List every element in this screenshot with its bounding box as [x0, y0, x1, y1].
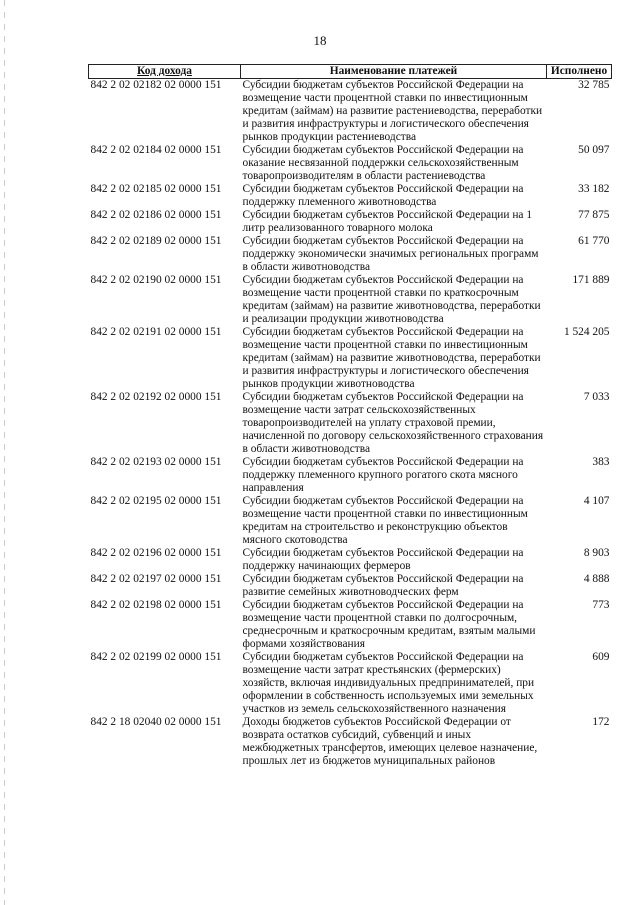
- page-number: 18: [313, 33, 327, 48]
- row-name: Субсидии бюджетам субъектов Российской Федерации на 1 литр реализованного товарного молока: [242, 209, 533, 234]
- row-sum: 32 785: [578, 79, 610, 91]
- row-name: Субсидии бюджетам субъектов Российской Федерации на возмещение части затрат крестьянских (фермерских) хозяйств, включая индивидуальных предпринимателей, при оформлении в собственность используемых ими земельных участков из земель сельскохозяйственного назначения: [242, 651, 535, 715]
- table-row: [89, 456, 612, 495]
- row-sum: 4 888: [583, 573, 610, 585]
- row-code: 842 2 02 02189 02 0000 151: [90, 235, 222, 247]
- row-sum: 8 903: [583, 547, 610, 559]
- row-name: Субсидии бюджетам субъектов Российской Федерации на возмещение части процентной ставки по краткосрочным кредитам (займам) на развитие животноводства, переработки и реализации продукции животноводства: [242, 274, 541, 325]
- row-name: Субсидии бюджетам субъектов Российской Федерации на возмещение части затрат сельскохозяйственных товаропроизводителей на уплату страховой премии, начисленной по договору сельскохозяйственного страхования в области животноводства: [242, 391, 544, 455]
- row-sum: 7 033: [583, 391, 610, 403]
- row-name: Субсидии бюджетам субъектов Российской Федерации на оказание несвязанной поддержки сельскохозяйственным товаропроизводителям в области растениеводства: [242, 144, 524, 182]
- row-code: 842 2 02 02184 02 0000 151: [90, 144, 222, 156]
- row-name: Субсидии бюджетам субъектов Российской Федерации на возмещение части процентной ставки по инвестиционным кредитам на строительство и реконструкцию объектов мясного скотоводства: [242, 495, 528, 546]
- row-sum: 609: [592, 651, 610, 663]
- row-name: Субсидии бюджетам субъектов Российской Федерации на развитие семейных животноводческих ферм: [242, 573, 524, 598]
- row-sum: 383: [592, 456, 610, 468]
- row-name: Субсидии бюджетам субъектов Российской Федерации на возмещение части процентной ставки по инвестиционным кредитам (займам) на развитие животноводства, переработки и развития инфраструктуры и логистического обеспечения рынков продукции животноводства: [242, 326, 541, 390]
- header-name: Наименование платежей: [241, 65, 547, 79]
- row-code: 842 2 02 02186 02 0000 151: [90, 209, 222, 221]
- row-sum: 171 889: [572, 274, 610, 286]
- row-code: 842 2 02 02195 02 0000 151: [90, 495, 222, 507]
- row-code: 842 2 02 02182 02 0000 151: [90, 79, 222, 91]
- row-code: 842 2 02 02198 02 0000 151: [90, 599, 222, 611]
- row-code: 842 2 02 02192 02 0000 151: [90, 391, 222, 403]
- row-code: 842 2 02 02193 02 0000 151: [90, 456, 222, 468]
- table-row: [89, 326, 612, 391]
- header-sum: Исполнено: [547, 65, 612, 79]
- row-sum: 1 524 205: [563, 326, 610, 338]
- row-sum: 773: [592, 599, 610, 611]
- table-row: [89, 235, 612, 274]
- row-name: Субсидии бюджетам субъектов Российской Федерации на поддержку экономически значимых региональных программ в области животноводства: [242, 235, 539, 273]
- row-code: 842 2 02 02191 02 0000 151: [90, 326, 222, 338]
- row-code: 842 2 02 02197 02 0000 151: [90, 573, 222, 585]
- row-code: 842 2 02 02196 02 0000 151: [90, 547, 222, 559]
- row-code: 842 2 02 02199 02 0000 151: [90, 651, 222, 663]
- row-name: Субсидии бюджетам субъектов Российской Федерации на поддержку начинающих фермеров: [242, 547, 524, 572]
- row-name: Субсидии бюджетам субъектов Российской Федерации на поддержку племенного крупного рогатого скота мясного направления: [242, 456, 524, 494]
- row-sum: 50 097: [578, 144, 610, 156]
- row-sum: 77 875: [578, 209, 610, 221]
- table-row: [89, 144, 612, 183]
- row-name: Доходы бюджетов субъектов Российской Федерации от возврата остатков субсидий, субвенций и иных межбюджетных трансфертов, имеющих целевое назначение, прошлых лет из бюджетов муниципальных районов: [242, 716, 538, 767]
- row-name: Субсидии бюджетам субъектов Российской Федерации на поддержку племенного животноводства: [242, 183, 524, 208]
- table-row: [89, 716, 612, 768]
- row-name: Субсидии бюджетам субъектов Российской Федерации на возмещение части процентной ставки по инвестиционным кредитам (займам) на развитие растениеводства, переработки и развития инфраструктуры и логистического обеспечения рынков продукции растениеводства: [242, 79, 543, 143]
- table-row: [89, 391, 612, 456]
- row-code: 842 2 02 02190 02 0000 151: [90, 274, 222, 286]
- table-row: [89, 79, 612, 145]
- table-row: [89, 547, 612, 573]
- table-row: [89, 209, 612, 235]
- row-sum: 172: [592, 716, 610, 728]
- header-code: Код дохода: [89, 65, 241, 79]
- row-name: Субсидии бюджетам субъектов Российской Федерации на возмещение части процентной ставки по долгосрочным, среднесрочным и краткосрочным кредитам, взятым малыми формами хозяйствования: [242, 599, 536, 650]
- table-row: [89, 599, 612, 651]
- row-code: 842 2 02 02185 02 0000 151: [90, 183, 222, 195]
- table-row: [89, 573, 612, 599]
- revenue-table: [88, 64, 612, 768]
- table-row: [89, 183, 612, 209]
- table-header-row: [89, 65, 612, 79]
- row-sum: 33 182: [578, 183, 610, 195]
- table-row: [89, 495, 612, 547]
- row-sum: 61 770: [578, 235, 610, 247]
- table-row: [89, 274, 612, 326]
- table-row: [89, 651, 612, 716]
- scan-edge: [4, 0, 5, 905]
- row-sum: 4 107: [583, 495, 610, 507]
- row-code: 842 2 18 02040 02 0000 151: [90, 716, 222, 728]
